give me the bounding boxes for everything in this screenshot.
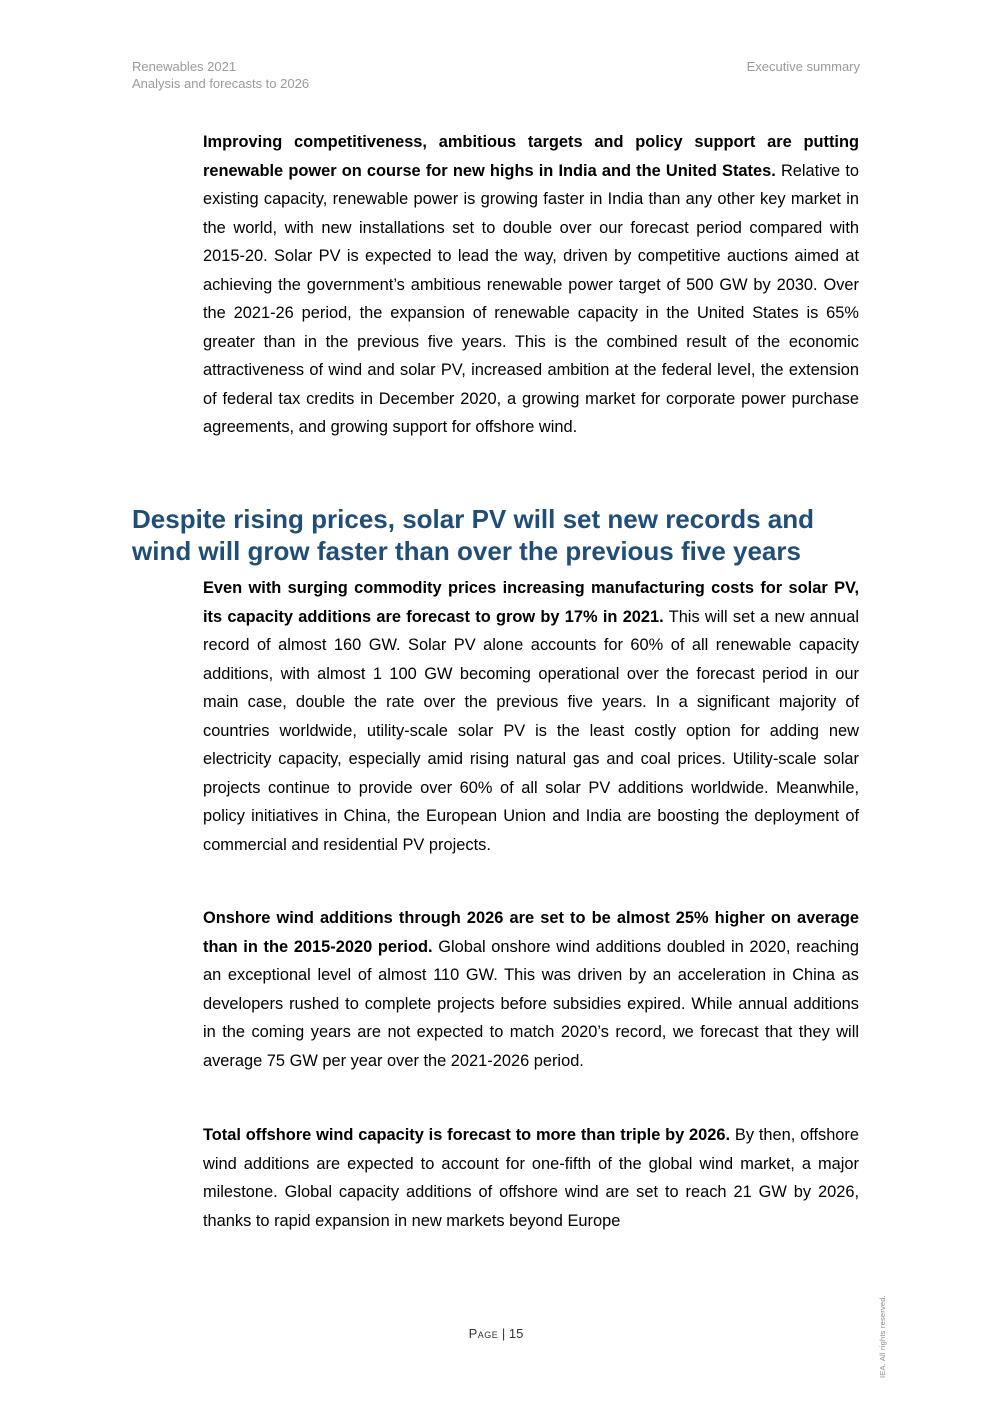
section-heading: Despite rising prices, solar PV will set new records and wind will grow faster than over the previous five years [132, 504, 815, 566]
running-header-section: Executive summary [746, 59, 860, 74]
body-paragraph [203, 128, 859, 442]
body-paragraph [203, 1121, 859, 1235]
running-header-left [132, 58, 309, 92]
paragraph-lead: Onshore wind additions through 2026 are set to be almost 25% higher on average than in the 2015-2020 period. [203, 909, 859, 956]
report-subtitle: Analysis and forecasts to 2026 [132, 76, 310, 91]
body-paragraph [203, 574, 859, 859]
body-paragraph [203, 904, 859, 1075]
paragraph-text: Global onshore wind additions doubled in 2020, reaching an exceptional level of almost 110 GW. This was driven by an acceleration in China as developers rushed to complete projects before subsidies expired. While annual additions in the coming years are not expected to match 2020’s record, we forecast that they will average 75 GW per year over the 2021-2026 period. [203, 937, 859, 1070]
copyright-notice: IEA. All rights reserved. [878, 1295, 887, 1378]
paragraph-lead: Total offshore wind capacity is forecast to more than triple by 2026. [203, 1126, 731, 1144]
page-separator: | [498, 1326, 509, 1341]
paragraph-lead: Even with surging commodity prices increasing manufacturing costs for solar PV, its capacity additions are forecast to grow by 17% in 2021. [203, 579, 859, 626]
paragraph-lead: Improving competitiveness, ambitious targets and policy support are putting renewable power on course for new highs in India and the United States. [203, 133, 859, 180]
page-number: 15 [508, 1326, 524, 1341]
paragraph-text: Relative to existing capacity, renewable power is growing faster in India than any other key market in the world, with new installations set to double over our forecast period compared with 2015-20. Solar PV is expected to lead the way, driven by competitive auctions aimed at achieving the government’s ambitious renewable power target of 500 GW by 2030. Over the 2021-26 period, the expansion of renewable capacity in the United States is 65% greater than in the previous five years. This is the combined result of the economic attractiveness of wind and solar PV, increased ambition at the federal level, the extension of federal tax credits in December 2020, a growing market for corporate power purchase agreements, and growing support for offshore wind. [203, 161, 859, 436]
report-title: Renewables 2021 [132, 59, 237, 74]
paragraph-text: This will set a new annual record of almost 160 GW. Solar PV alone accounts for 60% of all renewable capacity additions, with almost 1 100 GW becoming operational over the forecast period in our main case, double the rate over the previous five years. In a significant majority of countries worldwide, utility-scale solar PV is the least costly option for adding new electricity capacity, especially amid rising natural gas and coal prices. Utility-scale solar projects continue to provide over 60% of all solar PV additions worldwide. Meanwhile, policy initiatives in China, the European Union and India are boosting the deployment of commercial and residential PV projects. [203, 607, 859, 854]
page-label: Page [468, 1326, 499, 1341]
page-footer [0, 1326, 992, 1341]
paragraph-text: By then, offshore wind additions are expected to account for one-fifth of the global wind market, a major milestone. Global capacity additions of offshore wind are set to reach 21 GW by 2026, thanks to rapid expansion in new markets beyond Europe [203, 1126, 859, 1230]
